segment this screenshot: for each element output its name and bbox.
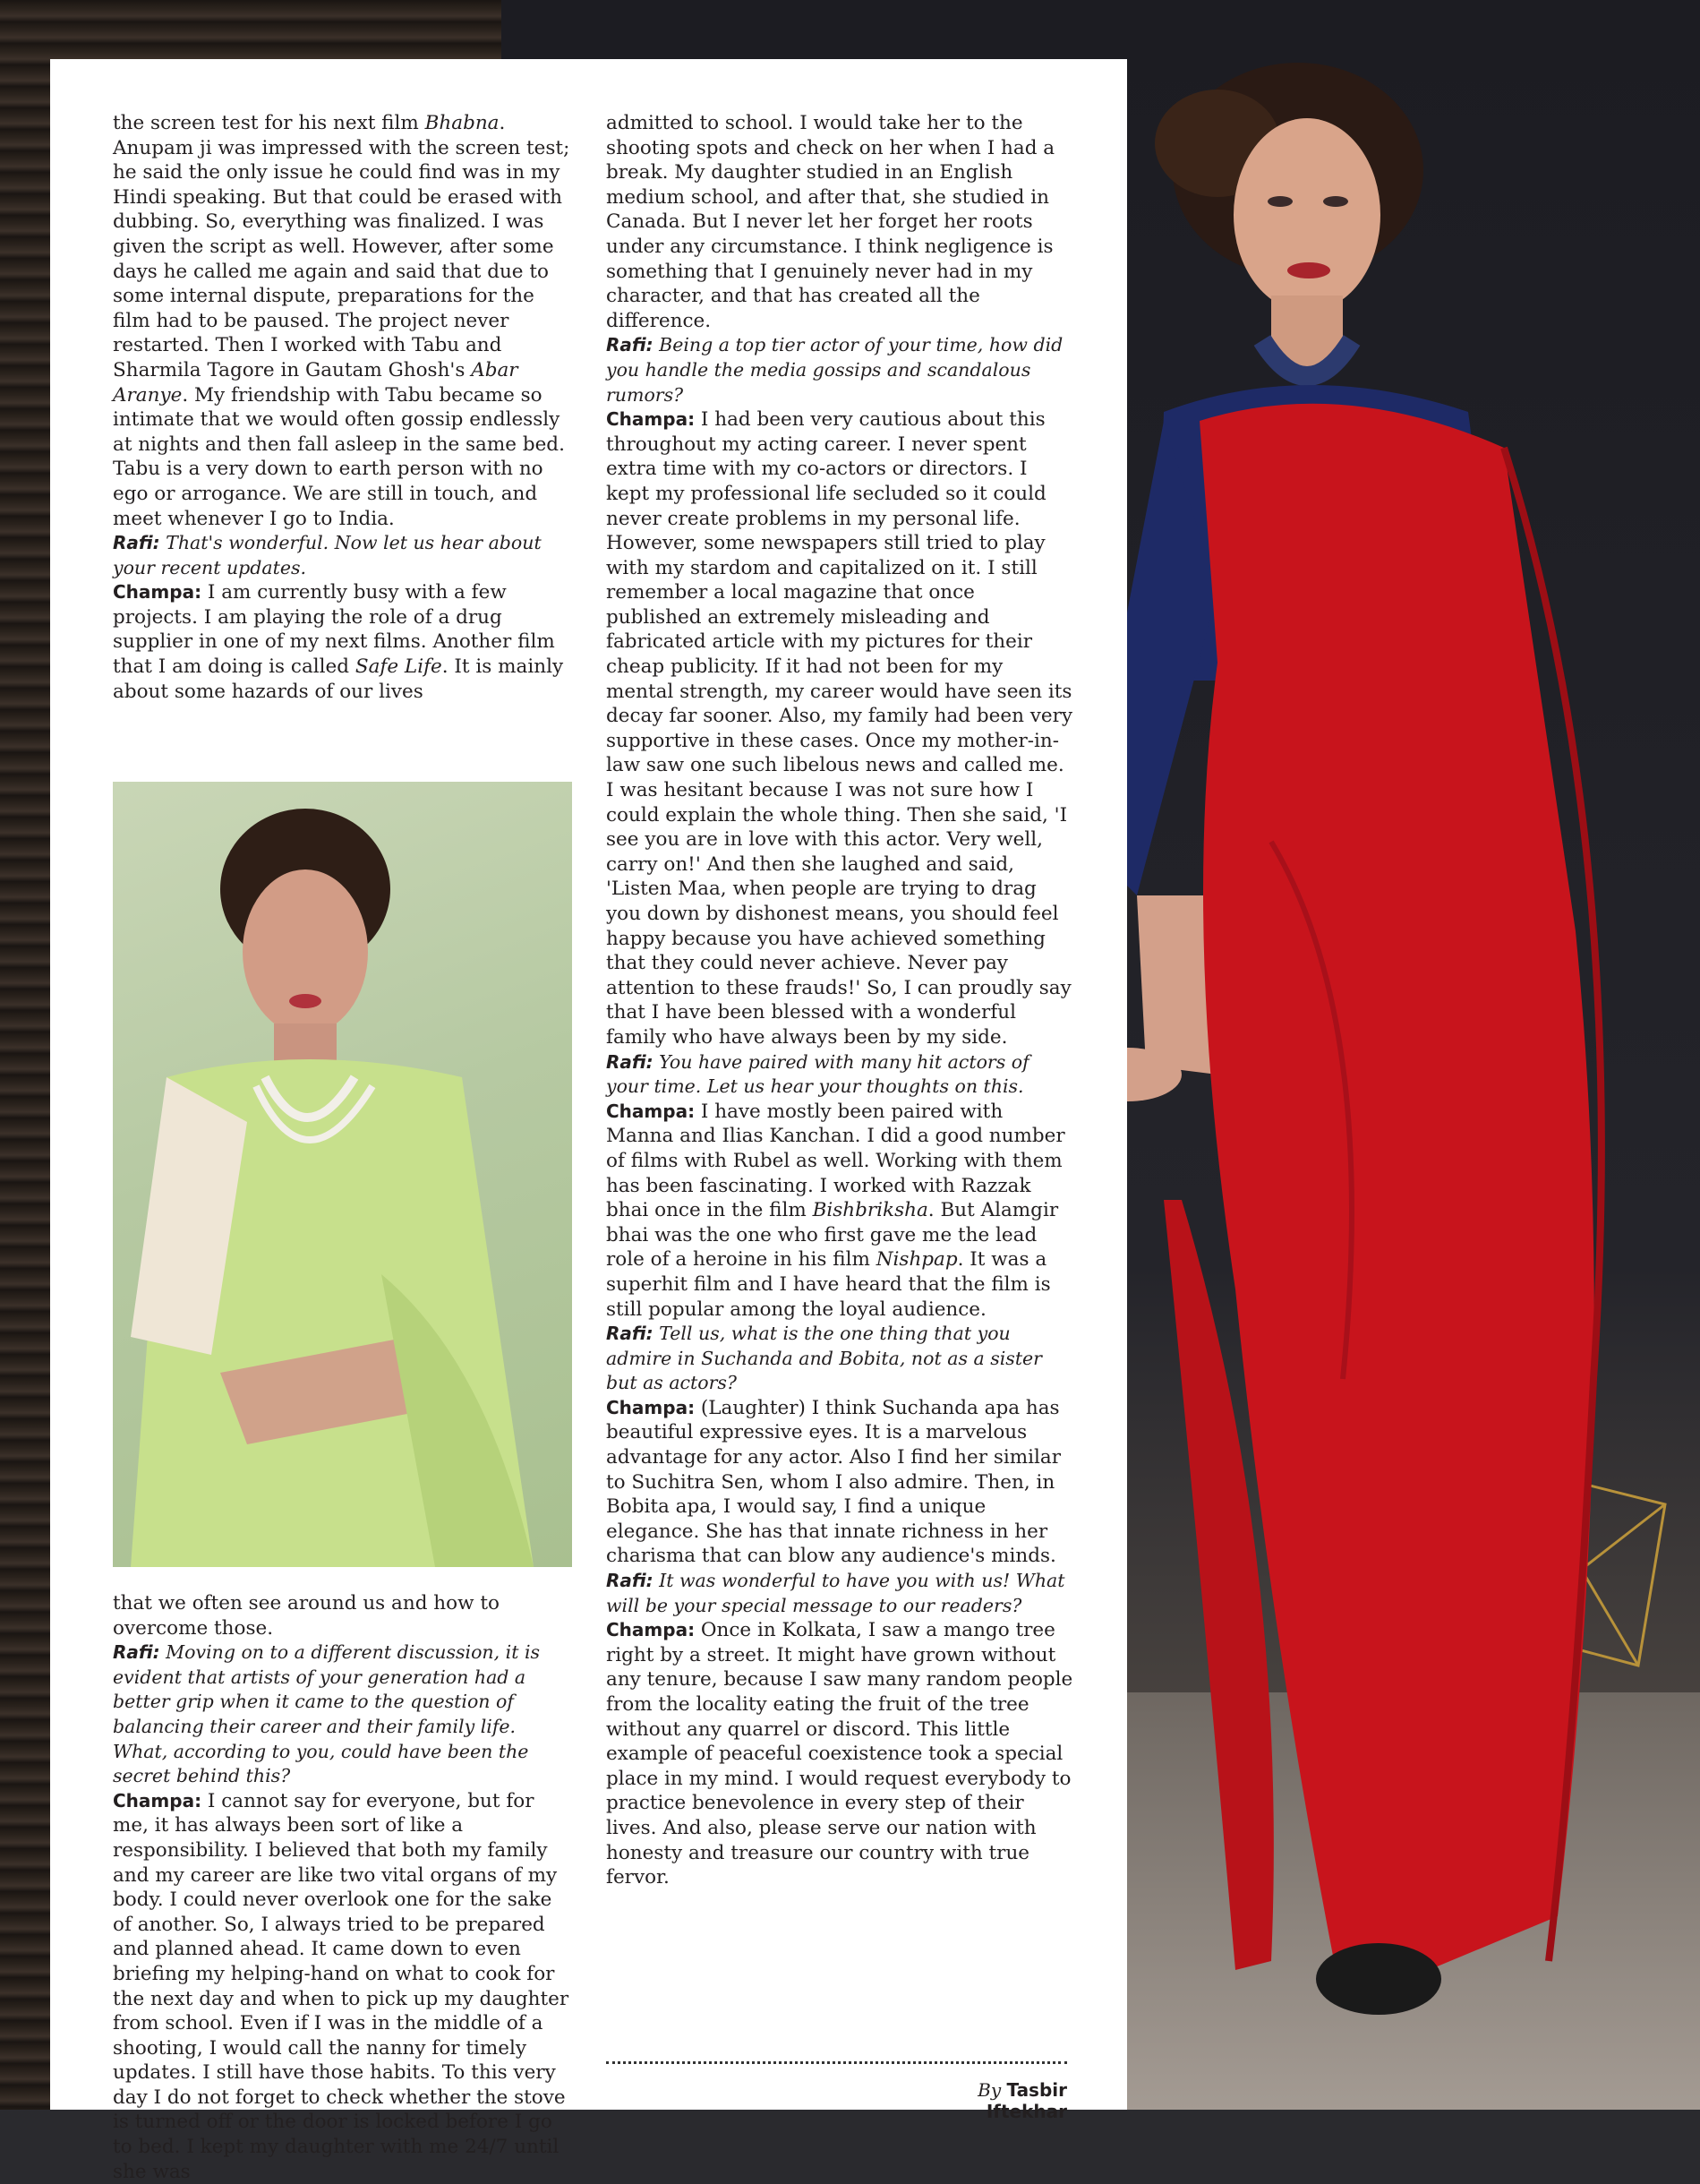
interviewee-answer	[606, 1100, 1074, 1322]
question-text: You have paired with many hit actors of your time. Let us hear your thoughts on this.	[606, 1050, 1029, 1098]
speaker-label: Champa:	[606, 1396, 696, 1418]
text-run: I had been very cautious about this throughout my acting career. I never spent extra time with my co-actors or directors. I kept my professional life secluded so it could never create problems in my personal life. However, some newspapers still tried to play with my stardom and capitalized on it. I still remember a local magazine that once published an extremely misleading and fabricated article with my pictures for their cheap publicity. If it had not been for my mental strength, my career would have seen its decay far sooner. Also, my family had been very supportive in these cases. Once my mother-in-law saw one such libelous news and called me. I was hesitant because I was not sure how I could explain the whole thing. Then she said, 'I see you are in love with this actor. Very well, carry on!' And then she laughed and said, 'Listen Maa, when people are trying to drag you down by dishonest means, you should feel happy because you have achieved something that they could never achieve. Never pay attention to these frauds!' So, I can proudly say that I have been blessed with a wonderful family who have always been by my side.	[606, 408, 1073, 1049]
text-run: admitted to school. I would take her to the shooting spots and check on her when I had a break. My daughter studied in an English medium school, and after that, she studied in Canada. But I never let her forget her roots under any circumstance. I think negligence is something that I genuinely never had in my character, and that has created all the difference.	[606, 112, 1055, 332]
question-text: Tell us, what is the one thing that you admire in Suchanda and Bobita, not as a sister but as actors?	[606, 1323, 1042, 1394]
interviewee-answer	[606, 1618, 1074, 1890]
question-text: It was wonderful to have you with us! What will be your special message to our readers?	[606, 1570, 1065, 1616]
interviewee-answer	[113, 1789, 572, 2184]
interviewee-answer	[113, 580, 572, 704]
byline-divider	[606, 2061, 1067, 2064]
speaker-label: Rafi:	[606, 1050, 654, 1073]
text-run: Once in Kolkata, I saw a mango tree right by a street. It might have grown without any tenure, because I saw many random people from the locality eating the fruit of the tree without any quarrel or discord. This little example of peaceful coexistence took a special place in my mind. I would request everybody to practice benevolence in every step of their lives. And also, please serve our nation with honesty and treasure our country with true fervor.	[606, 1619, 1073, 1889]
text-run: . Anupam ji was impressed with the screen test; he said the only issue he could find was in my Hindi speaking. But that could be erased with dubbing. So, everything was finalized. I was given the script as well. However, after some days he called me again and said that due to some internal dispute, preparations for the film had to be paused. The project never restarted. Then I worked with Tabu and Sharmila Tagore in Gautam Ghosh's	[113, 112, 570, 381]
speaker-label: Rafi:	[606, 1323, 654, 1345]
speaker-label: Rafi:	[606, 334, 654, 356]
interviewer-question	[606, 333, 1074, 407]
column-1-bottom	[113, 1591, 572, 2184]
question-text: Being a top tier actor of your time, how did you handle the media gossips and scandalous rumors?	[606, 334, 1064, 406]
question-text: That's wonderful. Now let us hear about your recent updates.	[113, 532, 542, 578]
interviewee-answer	[606, 1396, 1074, 1569]
text-run: I am currently busy with a few projects. I am playing the role of a drug supplier in one of my next films. Another film that I am doing is called	[113, 581, 555, 679]
column-1-top	[113, 111, 572, 704]
column-2	[606, 111, 1074, 1890]
byline	[895, 2079, 1067, 2122]
paragraph	[113, 111, 572, 531]
text-run: that we often see around us and how to overcome those.	[113, 1592, 500, 1640]
interviewer-question	[606, 1322, 1074, 1396]
text-run: . My friendship with Tabu became so intimate that we would often gossip endlessly at nights and then fall asleep in the same bed. Tabu is a very down to earth person with no ego or arrogance. We are still in touch, and meet whenever I go to India.	[113, 383, 565, 530]
italic-title: Safe Life	[355, 655, 442, 679]
speaker-label: Rafi:	[113, 532, 160, 554]
speaker-label: Champa:	[113, 581, 202, 604]
speaker-label: Rafi:	[606, 1570, 654, 1592]
paragraph	[113, 1591, 572, 1640]
text-run: the screen test for his next film	[113, 112, 425, 134]
text-run: . It is mainly about some hazards of our lives	[113, 655, 564, 703]
speaker-label: Champa:	[606, 1619, 696, 1641]
text-run: . But Alamgir bhai was the one who first gave me the lead role of a heroine in his film	[606, 1199, 1059, 1272]
interviewer-question	[606, 1050, 1074, 1100]
speaker-label: Champa:	[606, 408, 696, 431]
italic-title: Abar Aranye	[113, 358, 518, 407]
text-run: (Laughter) I think Suchanda apa has beautiful expressive eyes. It is a marvelous advantage for any actor. Also I find her similar to Suchitra Sen, whom I also admire. Then, in Bobita apa, I would say, I find a unique elegance. She has that innate richness in her charisma that can blow any audience's minds.	[606, 1396, 1062, 1568]
interviewer-question	[606, 1569, 1074, 1618]
inset-photo-green-saree	[113, 782, 572, 1567]
text-run: I have mostly been paired with Manna and Ilias Kanchan. I did a good number of films with Rubel as well. Working with them has been fascinating. I worked with Razzak bhai once in the film	[606, 1100, 1065, 1222]
byline-author: Tasbir Iftekhar	[986, 2079, 1067, 2122]
interviewer-question	[113, 531, 572, 580]
speaker-label: Champa:	[113, 1789, 202, 1811]
text-run: . It was a superhit film and I have heard that the film is still popular among the loyal audience.	[606, 1248, 1051, 1321]
question-text: Moving on to a different discussion, it is evident that artists of your generation had a better grip when it came to the question of balancing their career and their family life. What, according to you, could have been the secret behind this?	[113, 1641, 541, 1787]
italic-title: Bishbriksha	[812, 1199, 928, 1222]
italic-title: Bhabna	[424, 112, 500, 134]
interviewer-question	[113, 1640, 572, 1789]
paragraph	[606, 111, 1074, 333]
text-run: I cannot say for everyone, but for me, it has always been sort of like a responsibility. I believed that both my family and my career are like two vital organs of my body. I could never overlook one for the sake of another. So, I always tried to be prepared and planned ahead. It came down to even briefing my helping-hand on what to cook for the next day and when to pick up my daughter from school. Even if I was in the middle of a shooting, I would call the nanny for timely updates. I still have those habits. To this very day I do not forget to check whether the stove is turned off or the door is locked before I go to bed. I kept my daughter with me 24/7 until she was	[113, 1789, 569, 2183]
speaker-label: Rafi:	[113, 1641, 160, 1664]
italic-title: Nishpap	[876, 1248, 958, 1272]
byline-prefix: By	[978, 2079, 1002, 2101]
speaker-label: Champa:	[606, 1100, 696, 1122]
interviewee-answer	[606, 407, 1074, 1049]
